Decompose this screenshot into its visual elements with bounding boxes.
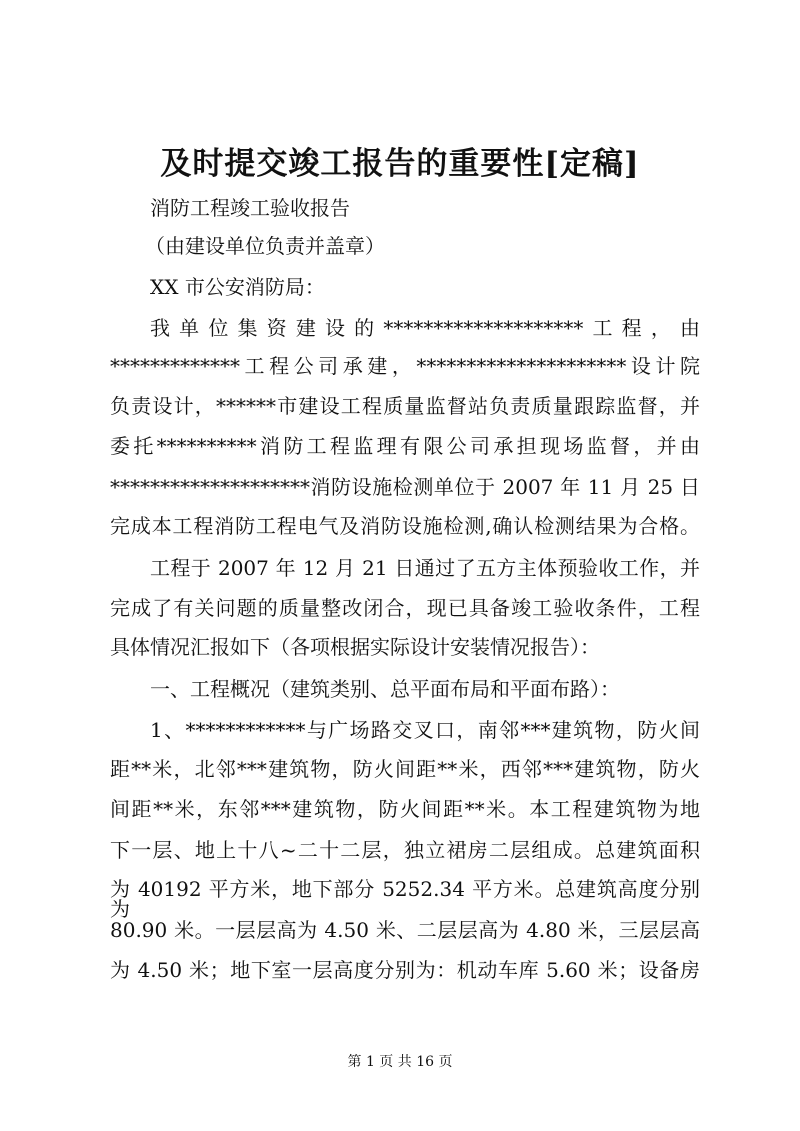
paragraph-line: 距**米，北邻***建筑物，防火间距**米，西邻***建筑物，防火 bbox=[110, 757, 700, 781]
paragraph-line: 工程于 2007 年 12 月 21 日通过了五方主体预验收工作，并 bbox=[150, 556, 700, 580]
paragraph-line: ********************消防设施检测单位于 2007 年 11 月 25 日 bbox=[110, 475, 700, 499]
paragraph-line: 间距**米，东邻***建筑物，防火间距**米。本工程建筑物为地 bbox=[110, 797, 700, 821]
paragraph-line: 完成本工程消防工程电气及消防设施检测,确认检测结果为合格。 bbox=[110, 514, 700, 538]
report-subheading: （由建设单位负责并盖章） bbox=[145, 234, 385, 258]
paragraph-line: 完成了有关问题的质量整改闭合，现已具备竣工验收条件，工程 bbox=[110, 596, 700, 620]
paragraph-line: 下一层、地上十八~二十二层，独立裙房二层组成。总建筑面积 bbox=[110, 838, 700, 862]
document-title: 及时提交竣工报告的重要性[定稿] bbox=[160, 146, 640, 182]
paragraph-line: 为 4.50 米；地下室一层高度分别为：机动车库 5.60 米；设备房 bbox=[110, 958, 700, 982]
paragraph-line: 委托**********消防工程监理有限公司承担现场监督，并由 bbox=[110, 434, 700, 458]
page-number-footer: 第 1 页 共 16 页 bbox=[347, 1054, 453, 1070]
report-heading: 消防工程竣工验收报告 bbox=[150, 196, 350, 220]
paragraph-line: 负责设计，******市建设工程质量监督站负责质量跟踪监督，并 bbox=[110, 394, 700, 418]
paragraph-line: 1、************与广场路交叉口，南邻***建筑物，防火间 bbox=[150, 718, 700, 742]
paragraph-line: 我单位集资建设的********************工程，由 bbox=[150, 316, 700, 340]
addressee-line: XX 市公安消防局： bbox=[150, 275, 325, 299]
paragraph-line: *************工程公司承建，*********************设计院 bbox=[110, 354, 700, 378]
paragraph-line: 80.90 米。一层层高为 4.50 米、二层层高为 4.80 米，三层层高 bbox=[110, 918, 700, 942]
paragraph-line: 为 40192 平方米，地下部分 5252.34 平方米。总建筑高度分别为 bbox=[110, 877, 700, 921]
section-heading: 一、工程概况（建筑类别、总平面布局和平面布路）： bbox=[150, 677, 620, 701]
paragraph-line: 具体情况汇报如下（各项根据实际设计安装情况报告）： bbox=[110, 635, 600, 659]
